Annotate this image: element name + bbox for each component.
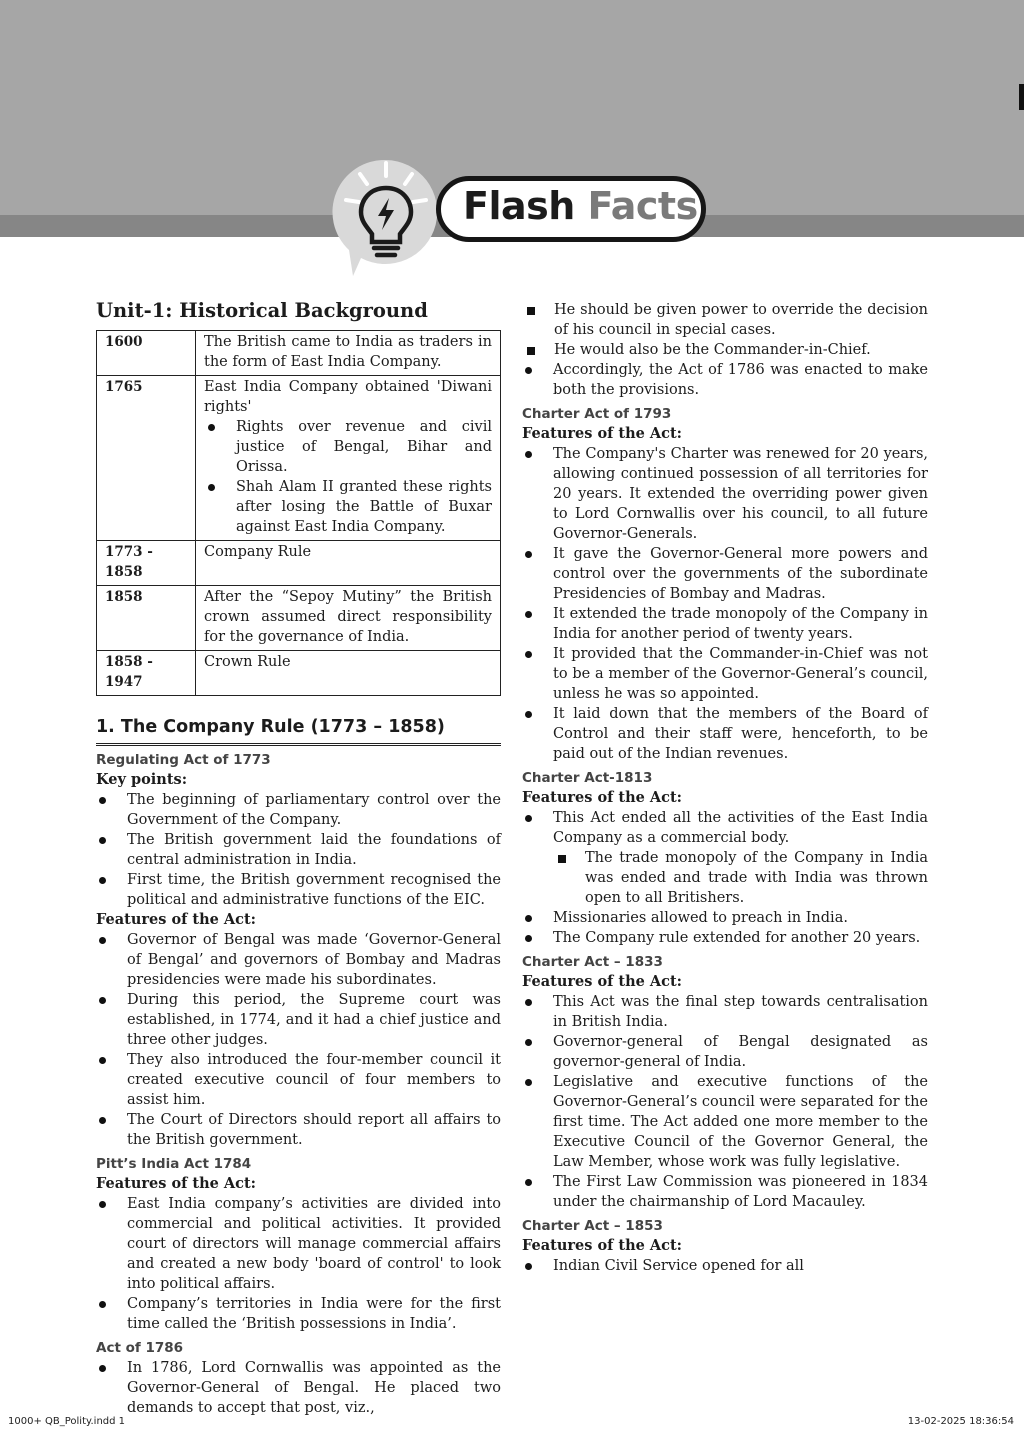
list-item: The beginning of parliamentary control over the Government of the Company.	[96, 790, 501, 830]
subheading-pitts-india-act: Pitt’s India Act 1784	[96, 1156, 252, 1172]
list-item: The Company rule extended for another 20 years.	[522, 928, 928, 948]
list-item-text: This Act ended all the activities of the East India Company as a commercial body.	[553, 810, 928, 846]
title-part-1: Flash	[463, 184, 575, 228]
list-item: Governor of Bengal was made ‘Governor-General of Bengal’ and governors of Bombay and Madras presidencies were made his subordinates.	[96, 930, 501, 990]
crop-mark	[1019, 84, 1024, 110]
list-item: East India company’s activities are divided into commercial and political activities. It provided court of directors will manage commercial affairs and created a new body 'board of control' to look into political affairs.	[96, 1194, 501, 1294]
event-cell: After the “Sepoy Mutiny” the British crown assumed direct responsibility for the governance of India.	[196, 586, 501, 651]
features-label: Features of the Act:	[522, 425, 683, 442]
year-cell: 1858 - 1947	[97, 651, 196, 696]
features-label: Features of the Act:	[96, 911, 257, 928]
list-item	[522, 808, 928, 908]
features-label: Features of the Act:	[522, 1237, 683, 1254]
list-item: He should be given power to override the decision of his council in special cases.	[522, 300, 928, 340]
table-row	[97, 331, 501, 376]
page-title	[463, 184, 698, 228]
list-item: It provided that the Commander-in-Chief was not to be a member of the Governor-General’s council, unless he was so appointed.	[522, 644, 928, 704]
subheading-charter-1833: Charter Act – 1833	[522, 954, 663, 970]
list-item: The Company's Charter was renewed for 20 years, allowing continued possession of all territories for 20 years. It extended the overriding power given to Lord Cornwallis over his council, to all future Governor-Generals.	[522, 444, 928, 544]
features-list	[522, 992, 928, 1212]
result-list	[522, 360, 928, 400]
list-item: The First Law Commission was pioneered in 1834 under the chairmanship of Lord Macauley.	[522, 1172, 928, 1212]
table-row	[97, 376, 501, 541]
list-item: Legislative and executive functions of the Governor-General’s council were separated for the first time. The Act added one more member to the Executive Council of the Governor General, the Law Member, whose work was fully legislative.	[522, 1072, 928, 1172]
list-item: It gave the Governor-General more powers and control over the governments of the subordinate Presidencies of Bombay and Madras.	[522, 544, 928, 604]
list-item: The Court of Directors should report all affairs to the British government.	[96, 1110, 501, 1150]
event-cell: Crown Rule	[196, 651, 501, 696]
features-list	[96, 1358, 501, 1418]
list-item: Rights over revenue and civil justice of Bengal, Bihar and Orissa.	[204, 417, 492, 477]
year-cell: 1765	[97, 376, 196, 541]
subheading-charter-1813: Charter Act-1813	[522, 770, 653, 786]
key-points-label: Key points:	[96, 771, 188, 788]
subheading-act-1786: Act of 1786	[96, 1340, 184, 1356]
features-list	[522, 808, 928, 948]
subheading-regulating-act: Regulating Act of 1773	[96, 752, 271, 768]
list-item: This Act was the final step towards centralisation in British India.	[522, 992, 928, 1032]
list-item: Indian Civil Service opened for all	[522, 1256, 928, 1276]
list-item: It laid down that the members of the Board of Control and their staff were, henceforth, to be paid out of the Indian revenues.	[522, 704, 928, 764]
year-cell: 1858	[97, 586, 196, 651]
list-item: First time, the British government recognised the political and administrative functions of the EIC.	[96, 870, 501, 910]
table-row	[97, 586, 501, 651]
features-list	[96, 1194, 501, 1334]
left-column	[96, 298, 501, 1418]
list-item: Governor-general of Bengal designated as governor-general of India.	[522, 1032, 928, 1072]
key-points-list	[96, 790, 501, 910]
list-item: The British government laid the foundations of central administration in India.	[96, 830, 501, 870]
features-list	[522, 444, 928, 764]
list-item: In 1786, Lord Cornwallis was appointed as the Governor-General of Bengal. He placed two demands to accept that post, viz.,	[96, 1358, 501, 1418]
list-item: Company’s territories in India were for the first time called the ‘British possessions in India’.	[96, 1294, 501, 1334]
list-item: Shah Alam II granted these rights after losing the Battle of Buxar against East India Company.	[204, 477, 492, 537]
footer-timestamp: 13-02-2025 18:36:54	[907, 1416, 1014, 1427]
subheading-charter-1853: Charter Act – 1853	[522, 1218, 663, 1234]
title-part-2: Facts	[587, 184, 698, 228]
flash-facts-badge	[436, 176, 706, 242]
event-text: East India Company obtained 'Diwani rights'	[204, 379, 492, 415]
lightbulb-lightning-icon	[331, 148, 441, 278]
list-item: They also introduced the four-member council it created executive council of four members to assist him.	[96, 1050, 501, 1110]
subheading-charter-1793: Charter Act of 1793	[522, 406, 672, 422]
list-item: It extended the trade monopoly of the Company in India for another period of twenty years.	[522, 604, 928, 644]
list-item: He would also be the Commander-in-Chief.	[522, 340, 928, 360]
list-item: Missionaries allowed to preach in India.	[522, 908, 928, 928]
footer-file-label: 1000+ QB_Polity.indd 1	[8, 1416, 126, 1427]
features-label: Features of the Act:	[522, 973, 683, 990]
year-cell: 1600	[97, 331, 196, 376]
event-cell: The British came to India as traders in the form of East India Company.	[196, 331, 501, 376]
demands-list	[522, 300, 928, 360]
unit-title: Unit-1: Historical Background	[96, 299, 428, 322]
section-title: 1. The Company Rule (1773 – 1858)	[96, 714, 501, 746]
features-label: Features of the Act:	[96, 1175, 257, 1192]
event-cell	[196, 376, 501, 541]
event-bullets	[204, 417, 492, 537]
sub-list	[553, 848, 928, 908]
list-item: Accordingly, the Act of 1786 was enacted to make both the provisions.	[522, 360, 928, 400]
table-row	[97, 541, 501, 586]
table-row	[97, 651, 501, 696]
event-cell: Company Rule	[196, 541, 501, 586]
right-column	[522, 300, 928, 1276]
features-list	[96, 930, 501, 1150]
features-list	[522, 1256, 928, 1276]
features-label: Features of the Act:	[522, 789, 683, 806]
year-cell: 1773 - 1858	[97, 541, 196, 586]
list-item: The trade monopoly of the Company in India was ended and trade with India was thrown open to all Britishers.	[553, 848, 928, 908]
list-item: During this period, the Supreme court was established, in 1774, and it had a chief justice and three other judges.	[96, 990, 501, 1050]
timeline-table	[96, 330, 501, 696]
